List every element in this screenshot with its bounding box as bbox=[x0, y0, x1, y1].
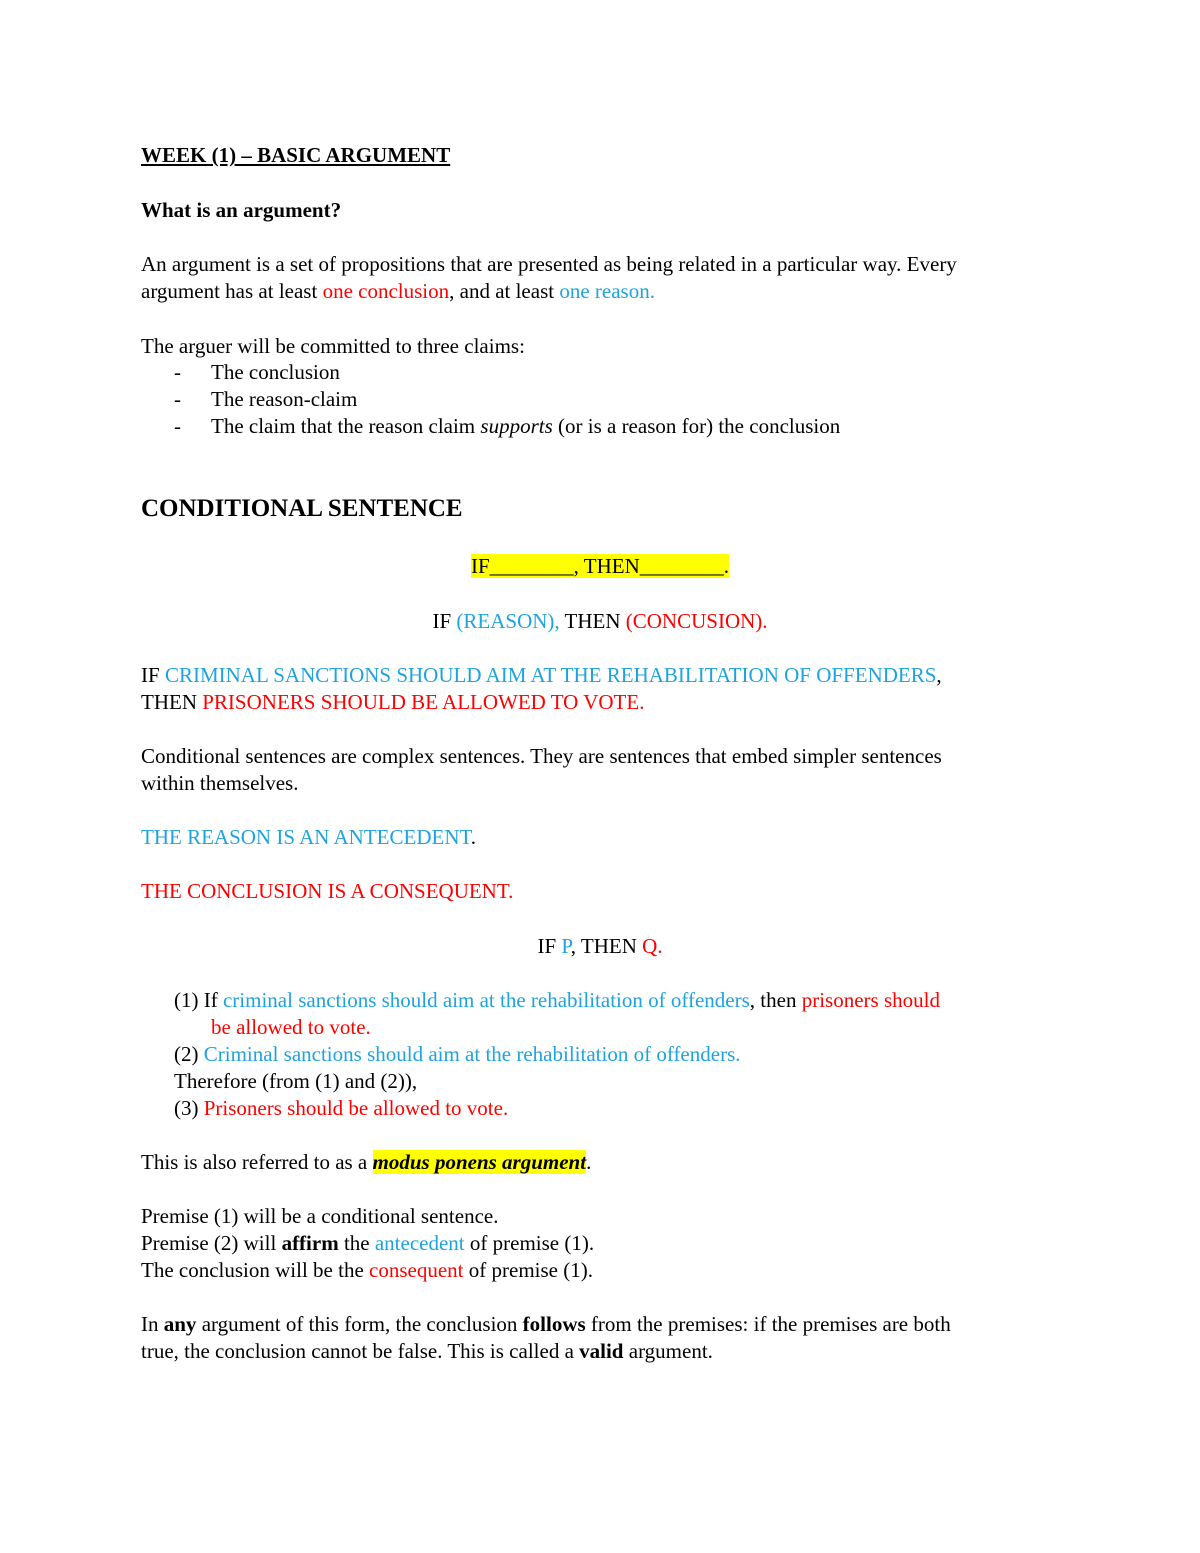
example-line-1: IF CRIMINAL SANCTIONS SHOULD AIM AT THE REHABILITATION OF OFFENDERS, bbox=[141, 663, 942, 687]
conditional-template bbox=[0, 553, 1200, 580]
premise-1: (1) If criminal sanctions should aim at the rehabilitation of offenders, then prisoners should bbox=[174, 988, 940, 1012]
one-conclusion-text: one conclusion bbox=[322, 279, 450, 303]
q-variable: Q bbox=[642, 934, 658, 958]
complex-line-2: within themselves. bbox=[141, 771, 299, 795]
example-antecedent: CRIMINAL SANCTIONS SHOULD AIM AT THE REHABILITATION OF OFFENDERS bbox=[164, 663, 937, 687]
definition-line-2: argument has at least one conclusion, and at least one reason. bbox=[141, 279, 655, 303]
premise-1-continued: be allowed to vote. bbox=[211, 1015, 371, 1039]
example-line-2: THEN PRISONERS SHOULD BE ALLOWED TO VOTE. bbox=[141, 690, 645, 714]
one-reason-text: one reason bbox=[559, 279, 650, 303]
p-variable: P bbox=[561, 934, 571, 958]
definition-line-1: An argument is a set of propositions that are presented as being related in a particular way. Every bbox=[141, 252, 957, 276]
premise-1-consequent: prisoners should bbox=[801, 988, 940, 1012]
role-line-2: Premise (2) will affirm the antecedent of premise (1). bbox=[141, 1231, 595, 1255]
claim-text: The conclusion bbox=[211, 360, 340, 384]
claims-intro: The arguer will be committed to three claims: bbox=[141, 334, 525, 358]
reason-label: (REASON), bbox=[456, 609, 560, 633]
list-item bbox=[0, 359, 1200, 386]
example-consequent: PRISONERS SHOULD BE ALLOWED TO VOTE bbox=[202, 690, 640, 714]
general-form: IF (REASON), THEN (CONCUSION). bbox=[432, 609, 768, 633]
modus-ponens-term: modus ponens argument bbox=[372, 1150, 587, 1174]
complex-line-1: Conditional sentences are complex sentences. They are sentences that embed simpler sentences bbox=[141, 744, 942, 768]
pq-form: IF P, THEN Q. bbox=[537, 934, 663, 958]
conclusion-label: (CONCUSION) bbox=[625, 609, 763, 633]
modus-ponens-line: This is also referred to as a modus ponens argument. bbox=[141, 1150, 592, 1174]
list-item bbox=[0, 413, 1200, 440]
premise-2: (2) Criminal sanctions should aim at the rehabilitation of offenders. bbox=[174, 1042, 741, 1066]
therefore-line: Therefore (from (1) and (2)), bbox=[174, 1069, 418, 1093]
claim-text: The claim that the reason claim supports (or is a reason for) the conclusion bbox=[211, 414, 841, 438]
question-title: What is an argument? bbox=[141, 198, 342, 222]
section-title: CONDITIONAL SENTENCE bbox=[141, 495, 463, 522]
antecedent-statement: THE REASON IS AN ANTECEDENT. bbox=[141, 825, 477, 849]
claim-text: The reason-claim bbox=[211, 387, 358, 411]
bullet-dash: - bbox=[174, 414, 181, 438]
role-line-3: The conclusion will be the consequent of premise (1). bbox=[141, 1258, 593, 1282]
premise-1-antecedent: criminal sanctions should aim at the rehabilitation of offenders bbox=[222, 988, 750, 1012]
page-heading: WEEK (1) – BASIC ARGUMENT bbox=[141, 143, 451, 167]
premise-3: (3) Prisoners should be allowed to vote. bbox=[174, 1096, 509, 1120]
bullet-dash: - bbox=[174, 387, 181, 411]
consequent-statement: THE CONCLUSION IS A CONSEQUENT. bbox=[141, 879, 514, 903]
valid-line-2: true, the conclusion cannot be false. This is called a valid argument. bbox=[141, 1339, 713, 1363]
highlighted-template: IF________, THEN________. bbox=[470, 554, 730, 578]
list-item bbox=[0, 386, 1200, 413]
role-line-1: Premise (1) will be a conditional sentence. bbox=[141, 1204, 499, 1228]
bullet-dash: - bbox=[174, 360, 181, 384]
valid-line-1: In any argument of this form, the conclusion follows from the premises: if the premises are both bbox=[141, 1312, 951, 1336]
